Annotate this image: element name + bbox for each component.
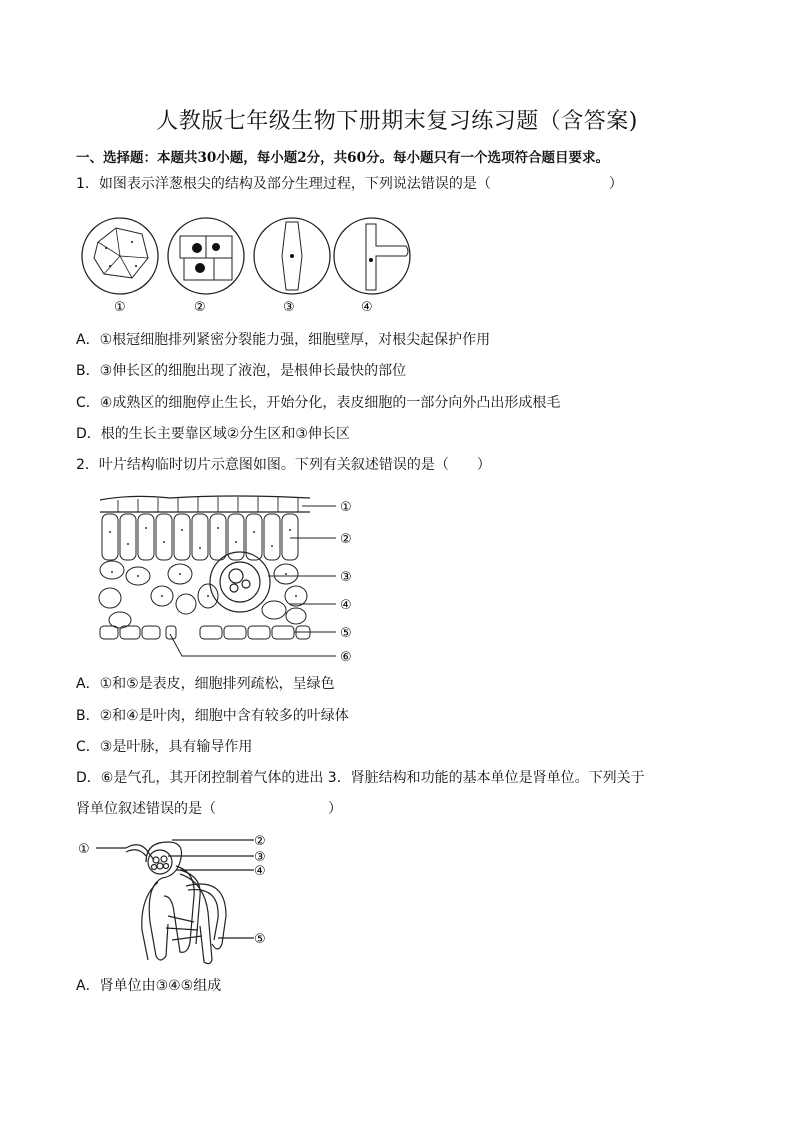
question-1-stem — [76, 174, 623, 194]
leaf-label-1: ① — [340, 500, 352, 515]
leaf-label-5: ⑤ — [340, 626, 352, 641]
nephron-label-2: ② — [254, 834, 266, 849]
question-1-option-b: B．③伸长区的细胞出现了液泡，是根伸长最快的部位 — [76, 363, 407, 379]
root-tip-label-3: ③ — [283, 300, 295, 315]
nephron-label-3: ③ — [254, 850, 266, 865]
question-2-stem: 2．叶片结构临时切片示意图如图。下列有关叙述错误的是（ ） — [76, 457, 491, 473]
nephron-label-5: ⑤ — [254, 932, 266, 947]
question-1-option-a: A．①根冠细胞排列紧密分裂能力强，细胞壁厚，对根尖起保护作用 — [76, 332, 491, 348]
page-title: 人教版七年级生物下册期末复习练习题（含答案) — [156, 109, 638, 134]
leaf-label-4: ④ — [340, 598, 352, 613]
question-1-stem-text: 1．如图表示洋葱根尖的结构及部分生理过程，下列说法错误的是（ — [76, 176, 491, 192]
question-3-stem-text: 肾单位叙述错误的是（ — [76, 801, 216, 817]
nephron-figure — [76, 826, 286, 966]
nephron-label-1: ① — [78, 842, 90, 857]
question-2-option-b: B．②和④是叶肉，细胞中含有较多的叶绿体 — [76, 708, 349, 724]
leaf-label-3: ③ — [340, 570, 352, 585]
nephron-label-4: ④ — [254, 864, 266, 879]
question-3-option-a: A．肾单位由③④⑤组成 — [76, 978, 222, 994]
root-tip-figure — [76, 212, 416, 318]
question-1-option-d: D．根的生长主要靠区域②分生区和③伸长区 — [76, 426, 350, 442]
question-1-stem-close: ） — [608, 176, 623, 192]
section-heading: 一、选择题：本题共30小题，每小题2分，共60分。每小题只有一个选项符合题目要求。 — [76, 150, 609, 166]
question-3-stem-close: ） — [328, 801, 342, 817]
root-tip-label-4: ④ — [361, 300, 373, 315]
root-tip-label-1: ① — [114, 300, 126, 315]
question-2-option-a: A．①和⑤是表皮，细胞排列疏松，呈绿色 — [76, 676, 335, 692]
question-1-option-c: C．④成熟区的细胞停止生长，开始分化，表皮细胞的一部分向外凸出形成根毛 — [76, 395, 561, 411]
leaf-section-figure — [90, 492, 370, 668]
question-2-option-c: C．③是叶脉，具有输导作用 — [76, 739, 253, 755]
glomerulus — [148, 850, 172, 874]
question-2-option-d: D．⑥是气孔，其开闭控制着气体的进出 3．肾脏结构和功能的基本单位是肾单位。下列关于 — [76, 770, 645, 786]
leaf-label-2: ② — [340, 532, 352, 547]
leaf-label-6: ⑥ — [340, 650, 352, 665]
root-tip-label-2: ② — [194, 300, 206, 315]
question-3-stem — [76, 799, 342, 819]
